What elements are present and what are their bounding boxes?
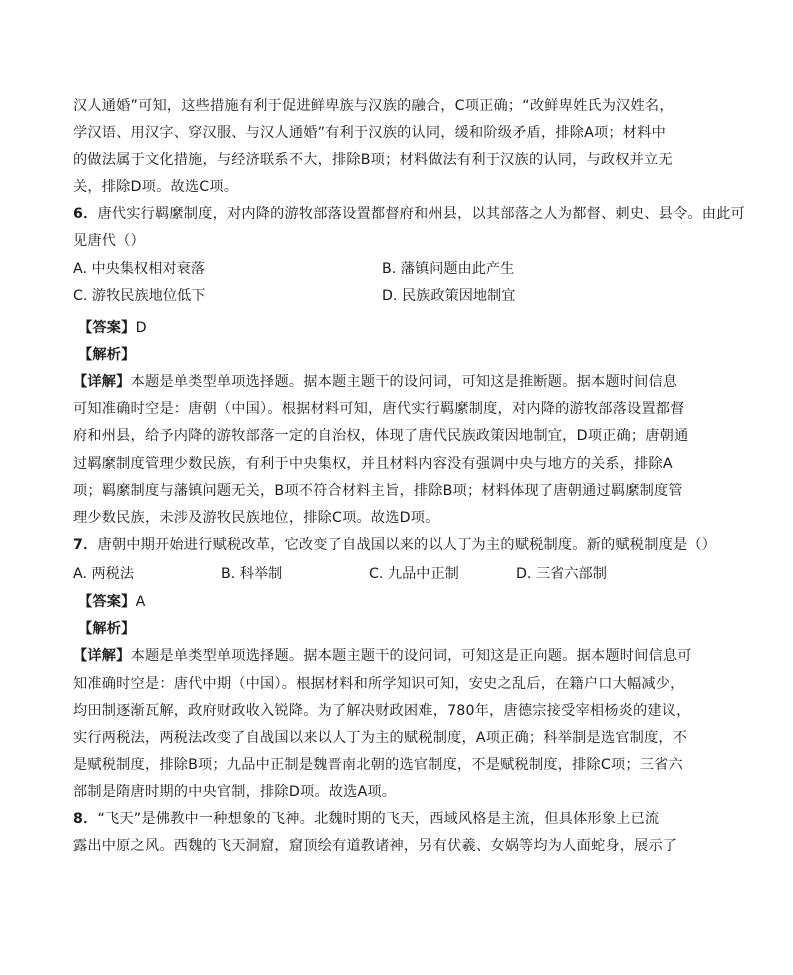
q7-option-a: A. 两税法 (73, 566, 135, 582)
q6-detail-line-6: 理少数民族，未涉及游牧民族地位，排除C项。故选D项。 (73, 510, 440, 526)
q7-answer (78, 592, 145, 612)
q6-analysis-label: 【解析】 (78, 347, 136, 363)
q8-stem-text-1: “飞天”是佛教中一种想象的飞神。北魏时期的飞天，西域风格是主流，但具体形象上已流 (97, 811, 660, 827)
q6-detail-line-2: 可知准确时空是：唐朝（中国）。根据材料可知，唐代实行羁縻制度，对内降的游牧部落设置都督 (73, 401, 685, 417)
q5-analysis-line-4: 关，排除D项。故选C项。 (73, 179, 239, 195)
q5-analysis-line-3: 的做法属于文化措施，与经济联系不大，排除B项；材料做法有利于汉族的认同，与政权并立无 (73, 152, 673, 168)
q7-detail-line-6: 部制是隋唐时期的中央官制，排除D项。故选A项。 (73, 784, 397, 800)
q7-detail-line-4: 实行两税法，两税法改变了自战国以来以人丁为主的赋税制度，A项正确；科举制是选官制度，不 (73, 730, 688, 746)
q6-detail-label: 【详解】 (73, 374, 131, 390)
q7-answer-value: A (135, 594, 146, 610)
q7-detail-text-1: 本题是单类型单项选择题。据本题主题干的设问词，可知这是正向题。据本题时间信息可 (130, 648, 692, 664)
q7-answer-label: 【答案】 (78, 594, 136, 610)
q7-detail-line-1 (73, 646, 692, 666)
q7-detail-line-5: 是赋税制度，排除B项；九品中正制是魏晋南北朝的选官制度，不是赋税制度，排除C项；三省六 (73, 757, 683, 773)
q6-stem-line-1 (73, 204, 745, 224)
q6-answer (78, 318, 147, 338)
q6-detail-line-4: 过羁縻制度管理少数民族，有利于中央集权，并且材料内容没有强调中央与地方的关系，排除A (73, 456, 673, 472)
q8-stem-line-2: 露出中原之风。西魏的飞天洞窟，窟顶绘有道教诸神，另有伏羲、女娲等均为人面蛇身，展示了 (73, 838, 678, 854)
q6-stem-line-2: 见唐代（） (73, 233, 145, 249)
q7-number: 7． (73, 537, 98, 553)
q5-analysis-line-2: 学汉语、用汉字、穿汉服、与汉人通婚”有利于汉族的认同，缓和阶级矛盾，排除A项；材料中 (73, 125, 666, 141)
q7-option-c: C. 九品中正制 (369, 566, 459, 582)
q6-option-d: D. 民族政策因地制宜 (382, 288, 516, 304)
q6-option-c: C. 游牧民族地位低下 (73, 288, 206, 304)
q6-detail-line-1 (73, 372, 677, 392)
q5-analysis-line-1: 汉人通婚”可知，这些措施有利于促进鲜卑族与汉族的融合，C项正确；“改鲜卑姓氏为汉姓名， (73, 98, 674, 114)
q7-stem-text: 唐朝中期开始进行赋税改革，它改变了自战国以来的以人丁为主的赋税制度。新的赋税制度是（） (97, 537, 717, 553)
q8-stem-line-1 (73, 809, 659, 829)
q7-analysis-label: 【解析】 (78, 621, 136, 637)
q7-detail-line-3: 均田制逐渐瓦解，政府财政收入锐降。为了解决财政困难，780年，唐德宗接受宰相杨炎的建议， (73, 703, 691, 719)
q6-stem-text-1: 唐代实行羁縻制度，对内降的游牧部落设置都督府和州县，以其部落之人为都督、刺史、县令。由此可 (97, 206, 745, 222)
q7-detail-line-2: 知准确时空是：唐代中期（中国）。根据材料和所学知识可知，安史之乱后，在籍户口大幅减少， (73, 676, 685, 692)
q6-option-a: A. 中央集权相对衰落 (73, 261, 205, 277)
q7-option-d: D. 三省六部制 (516, 566, 607, 582)
q7-option-b: B. 科举制 (221, 566, 283, 582)
q7-stem-line (73, 535, 716, 555)
q6-detail-line-3: 府和州县，给予内降的游牧部落一定的自治权，体现了唐代民族政策因地制宜，D项正确；唐朝通 (73, 428, 689, 444)
q8-number: 8． (73, 811, 98, 827)
q6-detail-line-5: 项；羁縻制度与藩镇问题无关，B项不符合材料主旨，排除B项；材料体现了唐朝通过羁縻制度管 (73, 483, 683, 499)
q6-answer-label: 【答案】 (78, 320, 136, 336)
q6-answer-value: D (135, 320, 147, 336)
q6-detail-text-1: 本题是单类型单项选择题。据本题主题干的设问词，可知这是推断题。据本题时间信息 (130, 374, 678, 390)
q6-number: 6． (73, 206, 98, 222)
q6-option-b: B. 藩镇问题由此产生 (382, 261, 515, 277)
q7-detail-label: 【详解】 (73, 648, 131, 664)
